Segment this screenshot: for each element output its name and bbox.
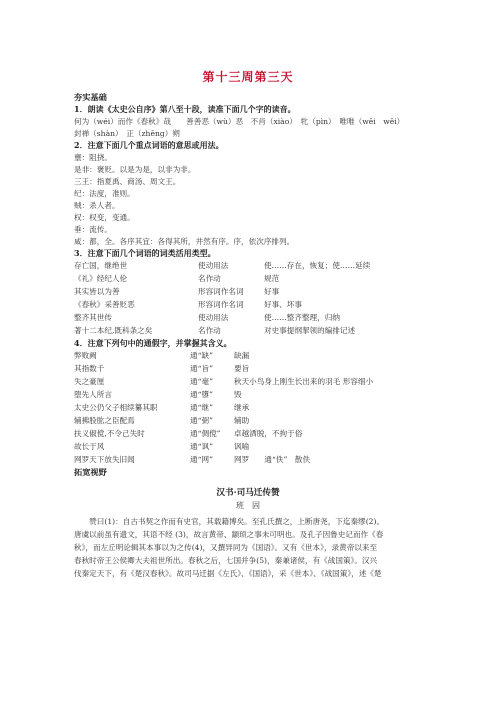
- sentence-cell: 扶义俶傥,不令己失时: [74, 429, 145, 438]
- q2-line: 是非：褒贬。以是为是，以非为非。: [74, 165, 196, 174]
- meaning-cell: 好事、坏事: [264, 300, 302, 309]
- meaning-cell: 卓越洒脱，不拘于俗: [234, 429, 303, 438]
- meaning-cell: 辅助: [234, 416, 250, 425]
- q1-line: 封禅（shàn） 正（zhēng）朔: [74, 129, 180, 138]
- sentence-cell: 其指数千: [74, 364, 105, 373]
- article-line: 赞曰(1)：自古书契之作而有史官，其载籍博矣。至孔氏撰之，上断唐尧，下迄秦缪(2)。: [74, 517, 385, 526]
- q2-line: 咸：都，全。各序其宜：各得其所，井然有序。序，依次序排列。: [74, 237, 295, 246]
- sentence-cell: 太史公仍父子相续纂其职: [74, 403, 158, 412]
- meaning-cell: 使……存在，恢复；使……延续: [264, 261, 371, 270]
- variant-cell: 通“旨”: [190, 364, 213, 373]
- question-1: 1．朗读《太史公自序》第八至十段，读准下面几个字的读音。: [74, 104, 296, 114]
- meaning-cell: 使……整齐整理，归纳: [264, 313, 340, 322]
- q2-line: 贼：杀人者。: [74, 201, 120, 210]
- meaning-cell: 毁: [234, 390, 242, 399]
- type-cell: 使动用法: [198, 261, 229, 270]
- q1-line: 何为（wéi）而作《春秋》哉 善善恶（wù）恶 不肖（xiào） 牝（pìn） 唯唯（wěi wěi）: [74, 117, 405, 126]
- variant-cell: 通“隳”: [190, 390, 213, 399]
- sentence-cell: 故长于风: [74, 442, 105, 451]
- q2-line: 壅：阻挠。: [74, 153, 112, 162]
- article-line: 秋》，而左丘明论辑其本事以为之传(4)，又撰异同为《国语》。又有《世本》，录黄帝以来至: [74, 543, 378, 552]
- sentence-cell: 辅拂股肱之臣配焉: [74, 416, 135, 425]
- sentence-cell: 弊败阙: [74, 351, 97, 360]
- type-cell: 形容词作名词: [198, 287, 244, 296]
- word-cell: 《礼》经纪人伦: [74, 274, 128, 283]
- article-title: 汉书·司马迁传赞: [216, 488, 280, 498]
- variant-cell: 通“讽”: [190, 442, 213, 451]
- meaning-cell: 对史事提纲挈领的编排记述: [264, 326, 356, 335]
- type-cell: 形容词作名词: [198, 300, 244, 309]
- variant-cell: 通“继”: [190, 403, 213, 412]
- sentence-cell: 堕先人所言: [74, 390, 112, 399]
- article-author: 班 固: [236, 501, 260, 510]
- question-3: 3．注意下面几个词语的词类活用类型。: [74, 248, 216, 258]
- meaning-cell: 好事: [264, 287, 280, 296]
- meaning-cell: 网罗 通“佚” 散佚: [234, 455, 311, 464]
- variant-cell: 通“网”: [190, 455, 213, 464]
- meaning-cell: 缺漏: [234, 351, 250, 360]
- page-title: 第十三周第三天: [202, 70, 294, 84]
- q2-line: 三王：指夏禹、商汤、周文王。: [74, 177, 181, 186]
- word-cell: 其实皆以为善: [74, 287, 120, 296]
- q2-line: 纪：法度，准则。: [74, 189, 135, 198]
- meaning-cell: 规范: [264, 274, 280, 283]
- question-2: 2．注意下面几个重点词语的意思或用法。: [74, 140, 224, 150]
- article-line: 伐秦定天下，有《楚汉春秋》。故司马迁据《左氏》、《国语》，采《世本》、《战国策》，述《楚: [74, 569, 382, 578]
- type-cell: 名作动: [198, 326, 221, 335]
- word-cell: 存亡国，继绝世: [74, 261, 128, 270]
- sentence-cell: 网罗天下放失旧闻: [74, 455, 135, 464]
- type-cell: 使动用法: [198, 313, 229, 322]
- variant-cell: 通“倜傥”: [190, 429, 221, 438]
- meaning-cell: 继承: [234, 403, 250, 412]
- variant-cell: 通“毫”: [190, 377, 213, 386]
- variant-cell: 通“弼”: [190, 416, 213, 425]
- word-cell: 著十二本纪,既科条之矣: [74, 326, 153, 335]
- article-line: 春秋时帝王公侯卿大夫祖世所出。春秋之后，七国并争(5)，秦兼诸侯，有《战国策》。汉兴: [74, 556, 378, 565]
- word-cell: 整齐其世传: [74, 313, 112, 322]
- variant-cell: 通“缺”: [190, 351, 213, 360]
- meaning-cell: 讽喻: [234, 442, 250, 451]
- section-heading-basics: 夯实基础: [74, 92, 107, 102]
- sentence-cell: 失之豪厘: [74, 377, 105, 386]
- article-line: 唐虞以前虽有遗文，其语不经 (3)，故言黄帝、颛顼之事未可明也。及孔子因鲁史记而作《春: [74, 530, 384, 539]
- word-cell: 《春秋》采善贬恶: [74, 300, 135, 309]
- section-heading-extension: 拓宽视野: [74, 467, 107, 477]
- meaning-cell: 秋天小鸟身上刚生长出来的羽毛 形容细小: [234, 377, 374, 386]
- q2-line: 权：权变，变通。: [74, 213, 135, 222]
- meaning-cell: 要旨: [234, 364, 250, 373]
- type-cell: 名作动: [198, 274, 221, 283]
- question-4: 4．注意下列句中的通假字，并掌握其含义。: [74, 338, 232, 348]
- q2-line: 垂：流传。: [74, 225, 112, 234]
